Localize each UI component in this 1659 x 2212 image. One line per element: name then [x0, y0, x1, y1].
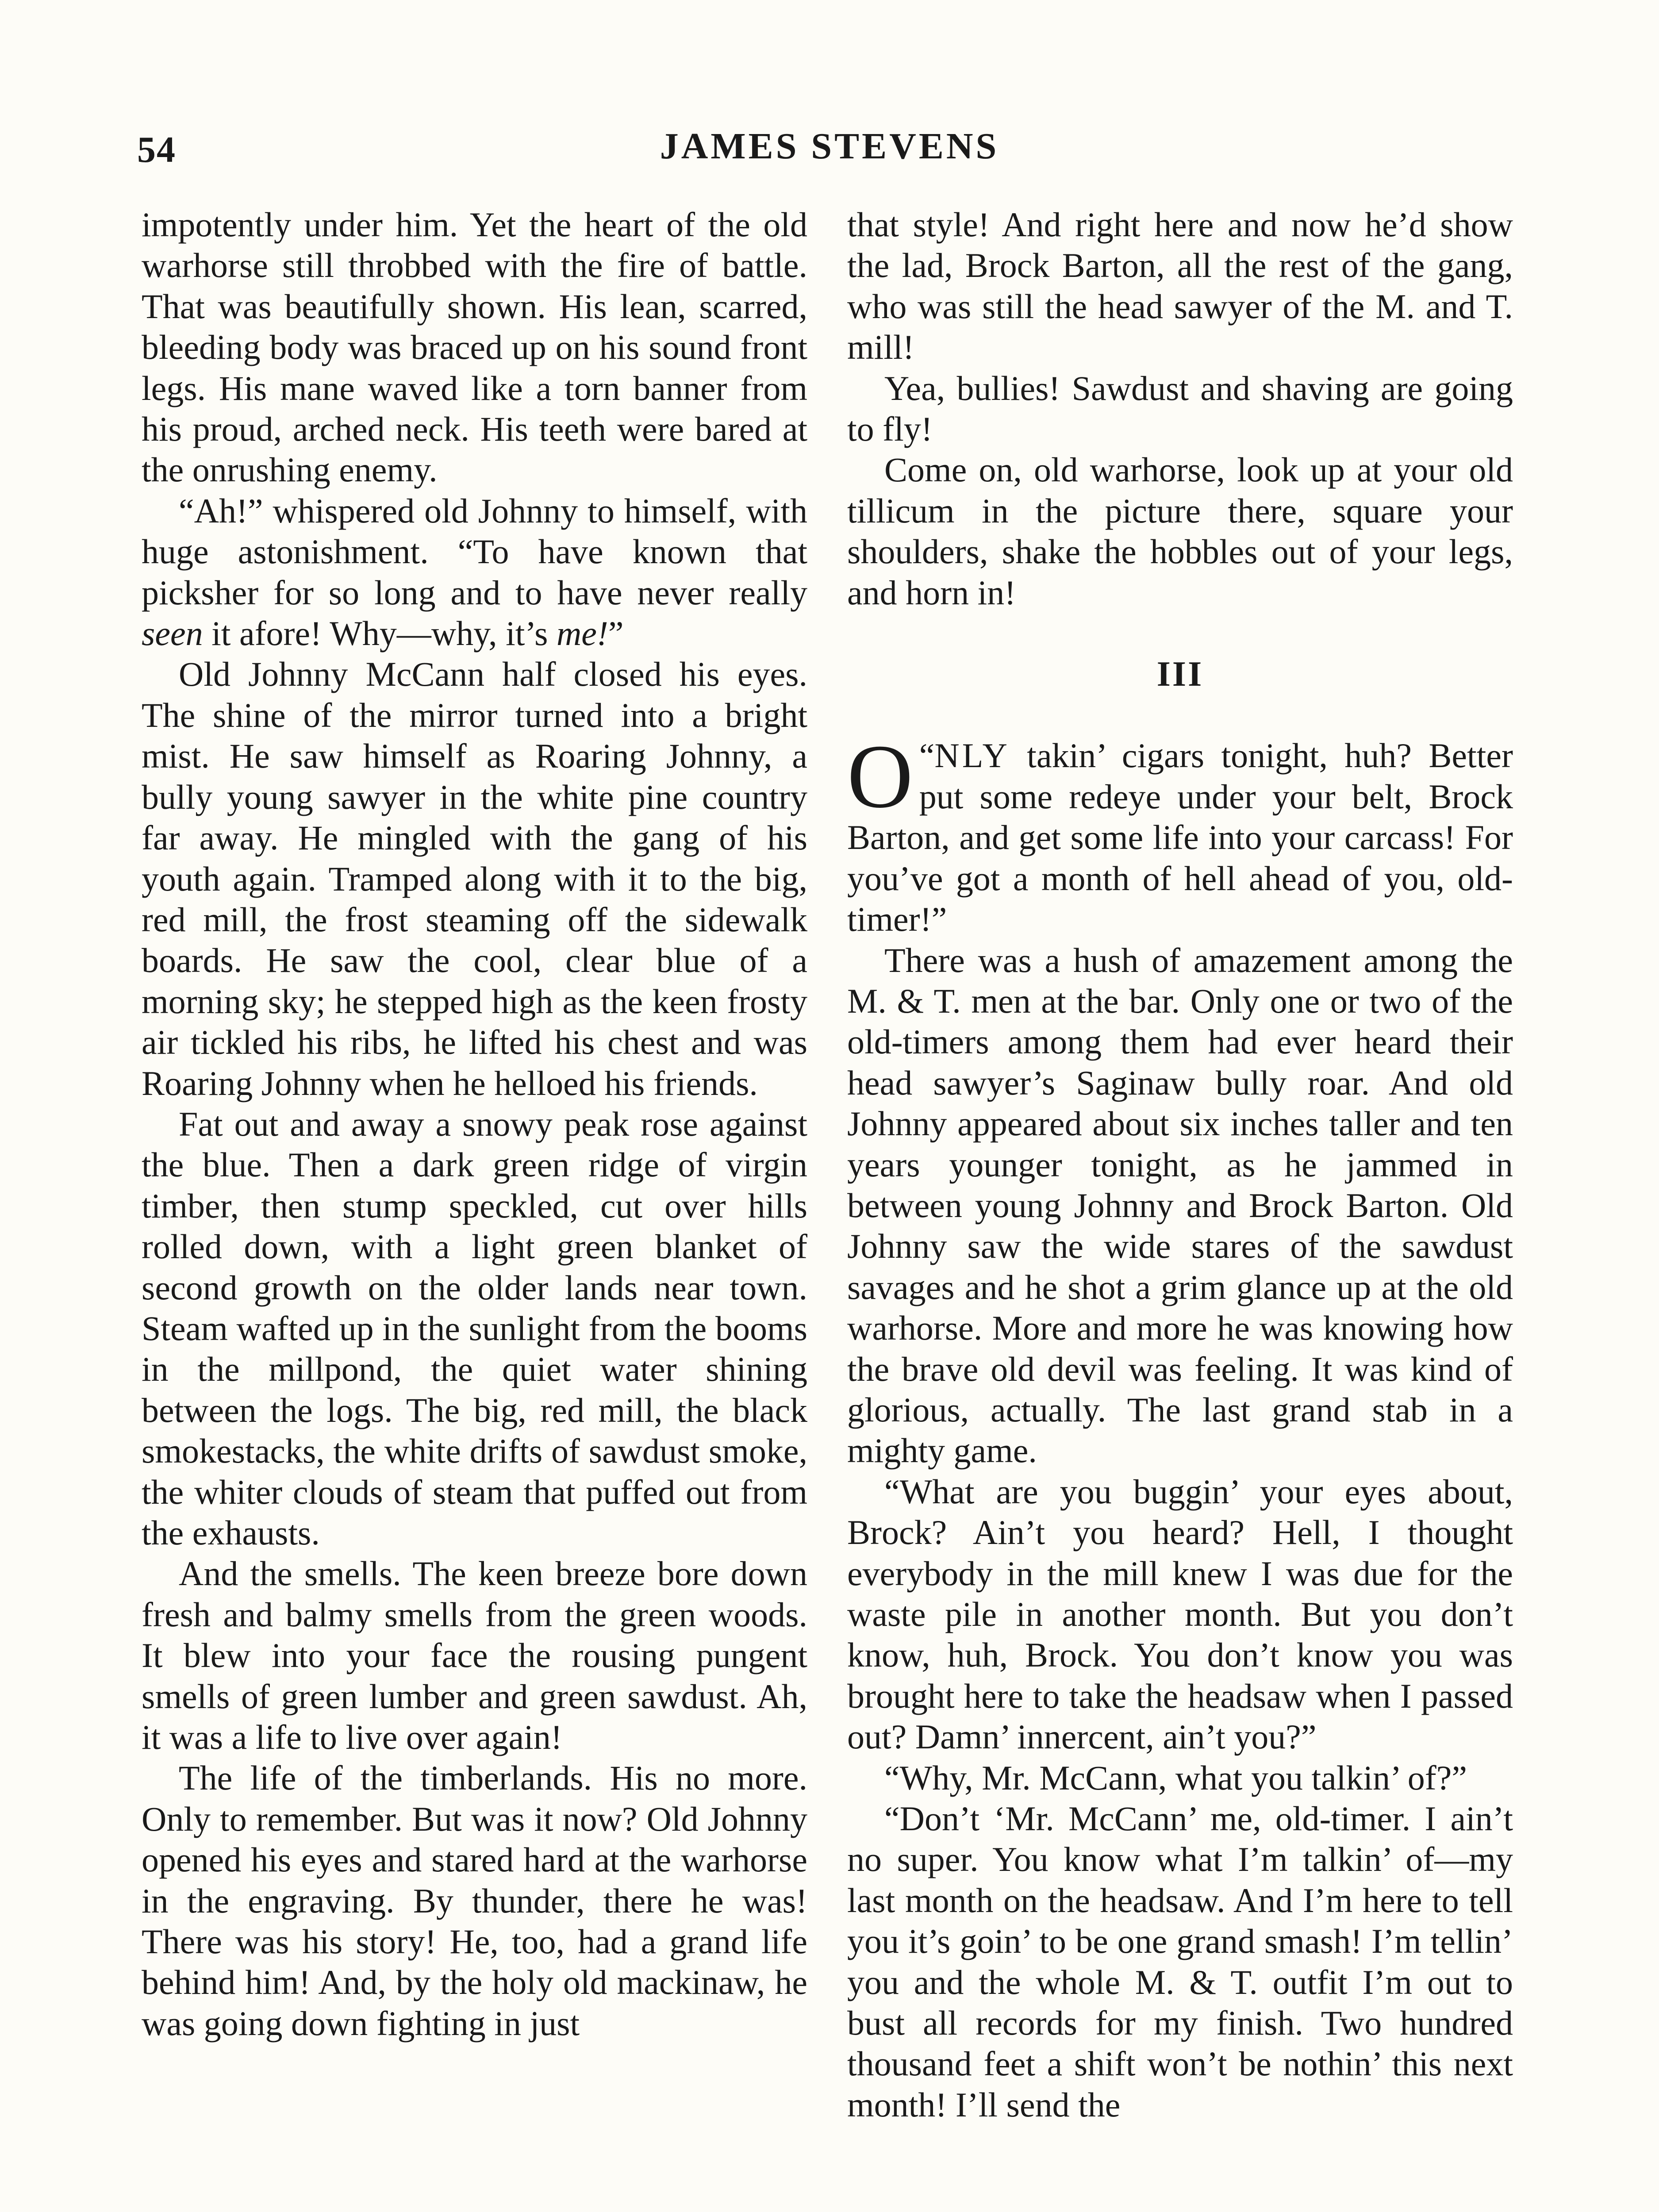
paragraph: Come on, old warhorse, look up at your old tillicum in the picture there, square your shoulders, shake the hobbles out of your legs, and horn in!: [847, 450, 1513, 612]
paragraph: Fat out and away a snowy peak rose against the blue. Then a dark green ridge of virgin timber, then stump speckled, cut over hills rolled down, with a light green blanket of second growth on the older lands near town. Steam wafted up in the sunlight from the booms in the millpond, the quiet water shining between the logs. The big, red mill, the black smokestacks, the white drifts of sawdust smoke, the whiter clouds of steam that puffed out from the exhausts.: [142, 1104, 807, 1552]
drop-cap: O: [847, 726, 913, 827]
paragraph: “What are you buggin’ your eyes about, Brock? Ain’t you heard? Hell, I thought everybody in the mill knew I was due for the waste pile in another month. But you don’t know, huh, Brock. You don’t know you was brought here to take the headsaw when I passed out? Damn’ innercent, ain’t you?”: [847, 1472, 1513, 1756]
section-number: III: [1156, 655, 1204, 694]
paragraph: “Don’t ‘Mr. McCann’ me, old-timer. I ain’t no super. You know what I’m talkin’ of—my last month on the headsaw. And I’m here to tell you it’s goin’ to be one grand smash! I’m tellin’ you and the whole M. & T. outfit I’m out to bust all records for my finish. Two hundred thousand feet a shift won’t be nothin’ this next month! I’ll send the: [847, 1799, 1513, 2124]
paragraph: “Ah!” whispered old Johnny to himself, with huge astonishment. “To have known that picksher for so long and to have never really seen it afore! Why—why, it’s me!”: [142, 491, 807, 653]
paragraph: “Why, Mr. McCann, what you talkin’ of?”: [884, 1758, 1467, 1797]
paragraph: The life of the timberlands. His no more. Only to remember. But was it now? Old Johnny opened his eyes and stared hard at the warhorse in the engraving. By thunder, there he was! There was his story! He, too, had a grand life behind him! And, by the holy old mackinaw, he was going down fighting in just: [142, 1759, 807, 2043]
paragraph: And the smells. The keen breeze bore down fresh and balmy smells from the green woods. It blew into your face the rousing pungent smells of green lumber and green sawdust. Ah, it was a life to live over again!: [142, 1554, 807, 1757]
running-head: JAMES STEVENS: [660, 126, 999, 167]
paragraph: impotently under him. Yet the heart of the old warhorse still throbbed with the fire of battle. That was beautifully shown. His lean, scarred, bleeding body was braced up on his sound front legs. His mane waved like a torn banner from his proud, arched neck. His teeth were bared at the onrushing enemy.: [142, 205, 807, 489]
page-number: 54: [137, 129, 176, 170]
paragraph: Yea, bullies! Sawdust and shaving are going to fly!: [847, 369, 1513, 449]
paragraph: that style! And right here and now he’d show the lad, Brock Barton, all the rest of the gang, who was still the head sawyer of the M. and T. mill!: [847, 205, 1513, 367]
left-column: [142, 204, 807, 2044]
paragraph: There was a hush of amazement among the M. & T. men at the bar. Only one or two of the old-timers among them had ever heard their head sawyer’s Saginaw bully roar. And old Johnny appeared about six inches taller and ten years younger tonight, as he jammed in between young Johnny and Brock Barton. Old Johnny saw the wide stares of the sawdust savages and he shot a grim glance up at the old warhorse. More and more he was knowing how the brave old devil was feeling. It was kind of glorious, actually. The last grand stab in a mighty game.: [847, 941, 1513, 1470]
paragraph: Old Johnny McCann half closed his eyes. The shine of the mirror turned into a bright mist. He saw himself as Roaring Johnny, a bully young sawyer in the white pine country far away. He mingled with the gang of his youth again. Tramped along with it to the big, red mill, the frost steaming off the sidewalk boards. He saw the cool, clear blue of a morning sky; he stepped high as the keen frosty air tickled his ribs, he lifted his chest and was Roaring Johnny when he helloed his friends.: [142, 655, 807, 1102]
right-column: [847, 204, 1513, 2125]
paragraph: “ O NLY takin’ cigars tonight, huh? Better put some redeye under your belt, Brock Barton, and get some life into your carcass! For you’ve got a month of hell ahead of you, old-timer!”: [847, 726, 1513, 939]
